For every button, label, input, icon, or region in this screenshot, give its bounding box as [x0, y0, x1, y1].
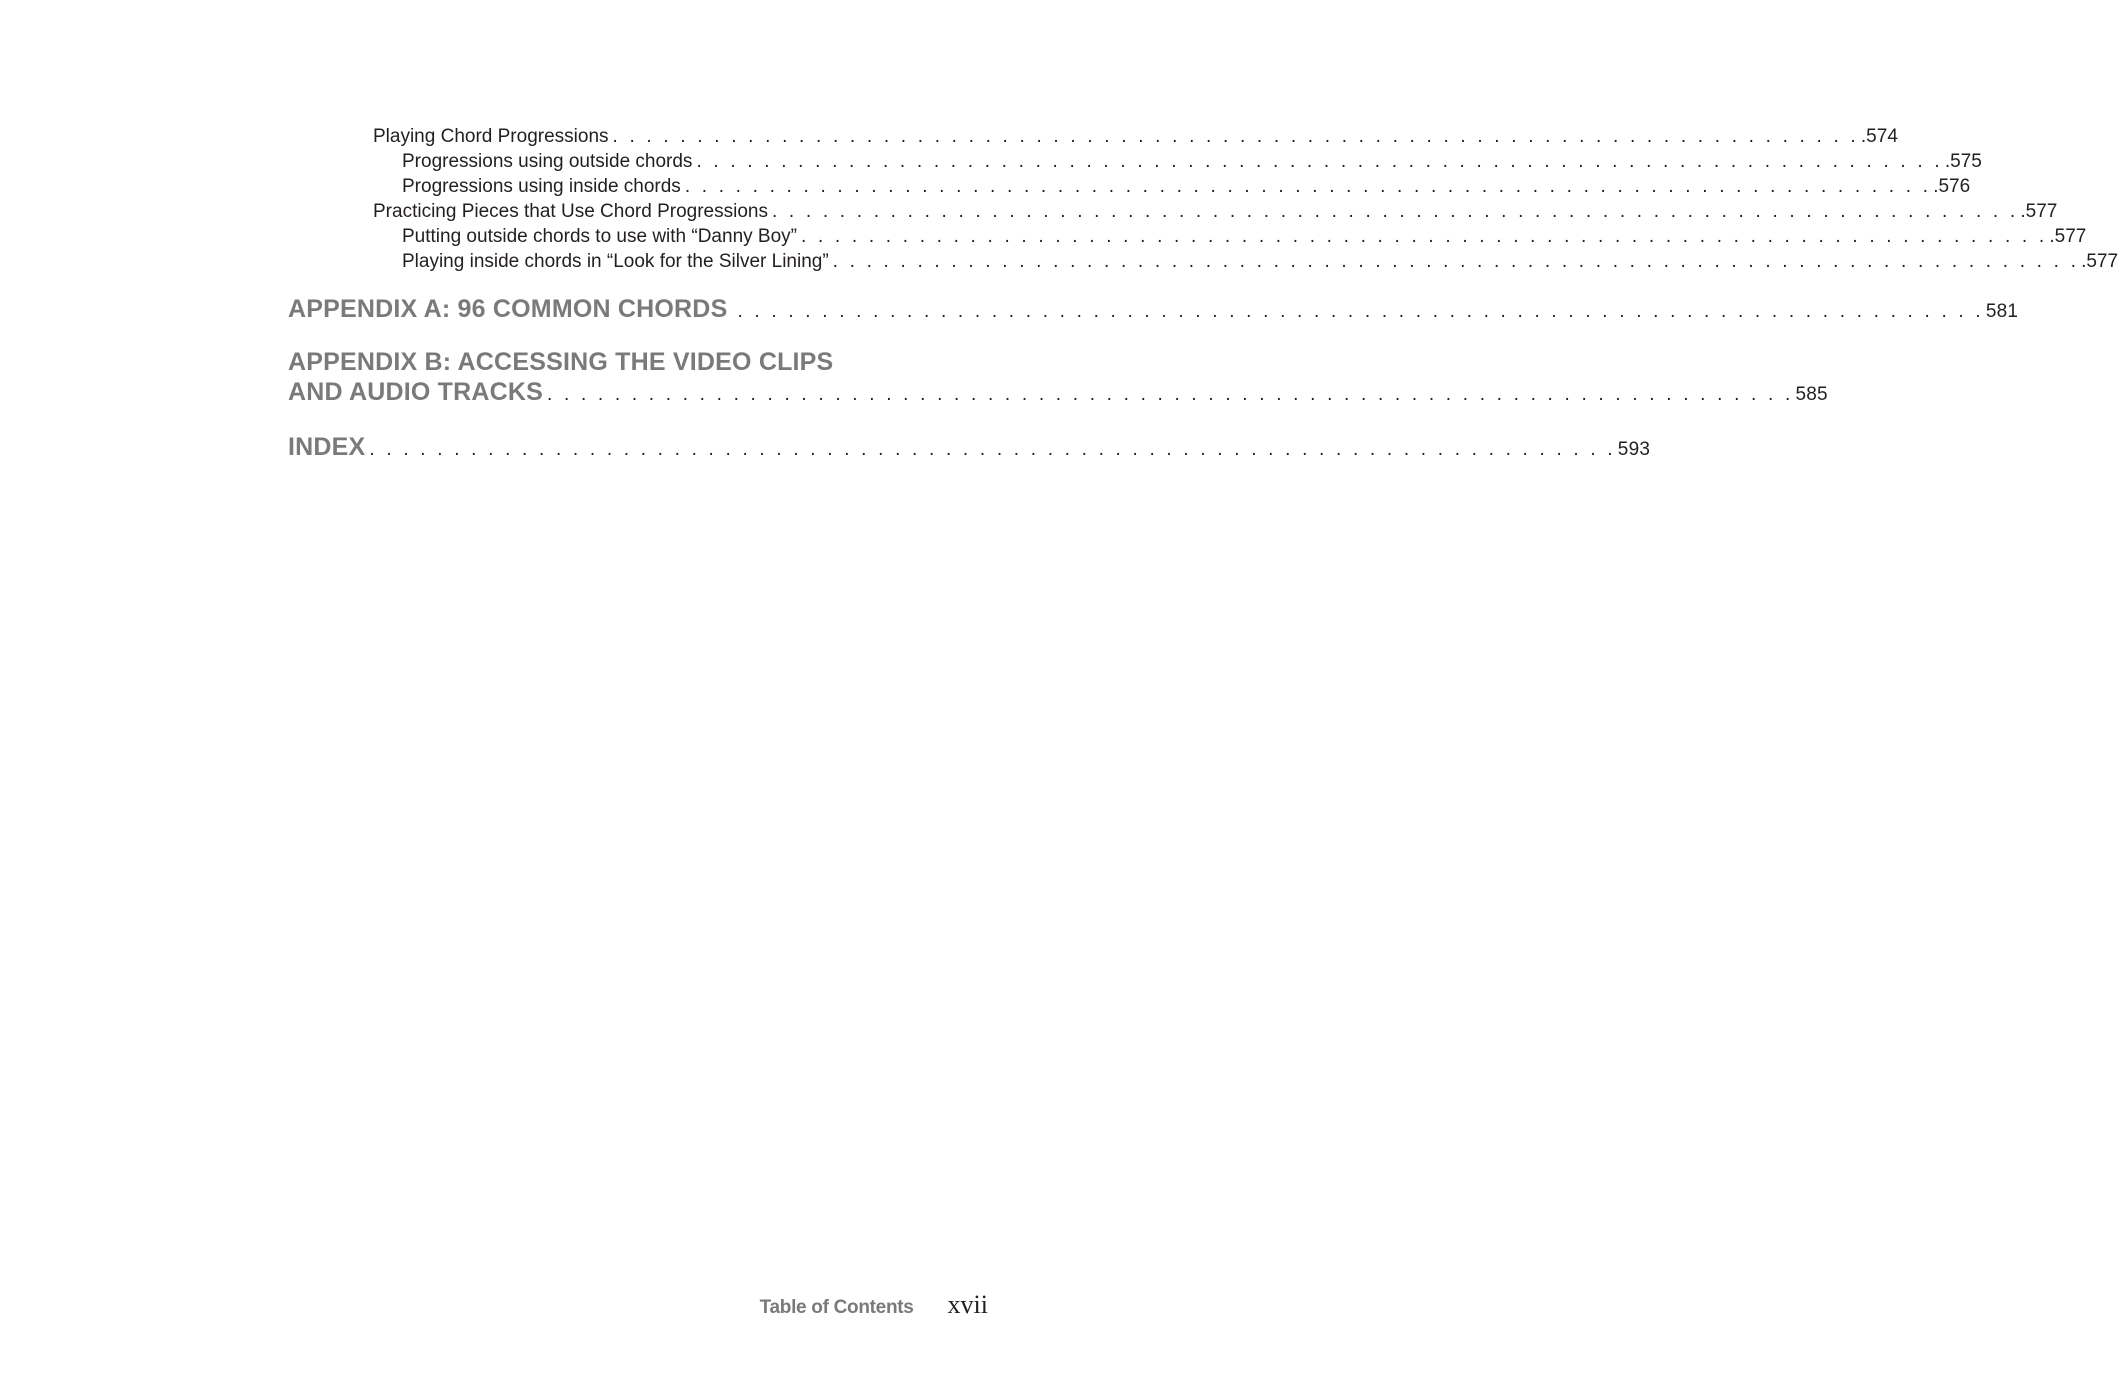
page-footer [760, 1290, 988, 1320]
toc-heading-page: 581 [1985, 301, 2019, 322]
toc-entry-progressions-inside-chords[interactable] [288, 174, 1971, 199]
toc-heading-label: AND AUDIO TRACKS [288, 378, 544, 406]
dot-leader: . . . . . . . . . . . . . . . . . . . . . . . . . . . . . . . . . . . . . . . . . . . . . . . . . . . . . . . . . . . . . . . . . . . . . . . . . . [737, 301, 1984, 322]
dot-leader: . . . . . . . . . . . . . . . . . . . . . . . . . . . . . . . . . . . . . . . . . . . . . . . . . . . . . . . . . . . . . . . . . . . . . . . . . . [696, 151, 1943, 172]
toc-entry-progressions-outside-chords[interactable] [288, 149, 1982, 174]
toc-entry-practicing-pieces[interactable] [288, 199, 2058, 224]
toc-appendix-b[interactable] [288, 377, 1828, 410]
toc-heading-page: 593 [1617, 439, 1651, 460]
table-of-contents [288, 124, 2118, 465]
dot-leader: . . . . . . . . . . . . . . . . . . . . . . . . . . . . . . . . . . . . . . . . . . . . . . . . . . . . . . . . . . . . . . . . . . . . . . . . . . [612, 126, 1859, 147]
toc-entry-page: .577 [2081, 251, 2118, 272]
dot-leader: . . . . . . . . . . . . . . . . . . . . . . . . . . . . . . . . . . . . . . . . . . . . . . . . . . . . . . . . . . . . . . . . . . . . . . . . . . [832, 251, 2080, 272]
toc-entry-page: .576 [1933, 176, 1971, 197]
toc-entry-playing-chord-progressions[interactable] [288, 124, 1898, 149]
toc-heading-page: 585 [1795, 384, 1828, 405]
toc-entry-label: Progressions using outside chords [402, 151, 693, 172]
toc-entry-silver-lining[interactable] [288, 249, 2118, 274]
toc-entry-page: .577 [2020, 201, 2058, 222]
toc-heading-label: INDEX [288, 433, 366, 461]
toc-heading-label: APPENDIX A: 96 COMMON CHORDS [288, 295, 728, 323]
toc-entry-page: .574 [1860, 126, 1898, 147]
toc-appendix-b-line1[interactable]: APPENDIX B: ACCESSING THE VIDEO CLIPS [288, 348, 834, 376]
toc-entry-page: .575 [1944, 151, 1982, 172]
footer-page-number: xvii [947, 1290, 988, 1319]
toc-entry-label: Progressions using inside chords [402, 176, 681, 197]
toc-entry-label: Practicing Pieces that Use Chord Progressions [373, 201, 768, 222]
footer-section-label: Table of Contents [759, 1297, 914, 1318]
dot-leader: . . . . . . . . . . . . . . . . . . . . . . . . . . . . . . . . . . . . . . . . . . . . . . . . . . . . . . . . . . . . . . . . . . . . . . . . . . [684, 176, 1932, 197]
toc-entry-danny-boy[interactable] [288, 224, 2087, 249]
toc-index[interactable] [288, 432, 1651, 465]
toc-entry-label: Putting outside chords to use with “Danny Boy” [402, 226, 797, 247]
dot-leader: . . . . . . . . . . . . . . . . . . . . . . . . . . . . . . . . . . . . . . . . . . . . . . . . . . . . . . . . . . . . . . . . . . . . . . . . . . [369, 439, 1616, 460]
dot-leader: . . . . . . . . . . . . . . . . . . . . . . . . . . . . . . . . . . . . . . . . . . . . . . . . . . . . . . . . . . . . . . . . . . . . . . . . . . [800, 226, 2048, 247]
toc-appendix-a[interactable] [288, 294, 2019, 327]
dot-leader: . . . . . . . . . . . . . . . . . . . . . . . . . . . . . . . . . . . . . . . . . . . . . . . . . . . . . . . . . . . . . . . . . . . . . . . . . . [547, 384, 1794, 405]
toc-entry-label: Playing inside chords in “Look for the Silver Lining” [402, 251, 829, 272]
toc-entry-page: .577 [2049, 226, 2087, 247]
toc-entry-label: Playing Chord Progressions [373, 126, 609, 147]
dot-leader: . . . . . . . . . . . . . . . . . . . . . . . . . . . . . . . . . . . . . . . . . . . . . . . . . . . . . . . . . . . . . . . . . . . . . . . . . . [771, 201, 2019, 222]
